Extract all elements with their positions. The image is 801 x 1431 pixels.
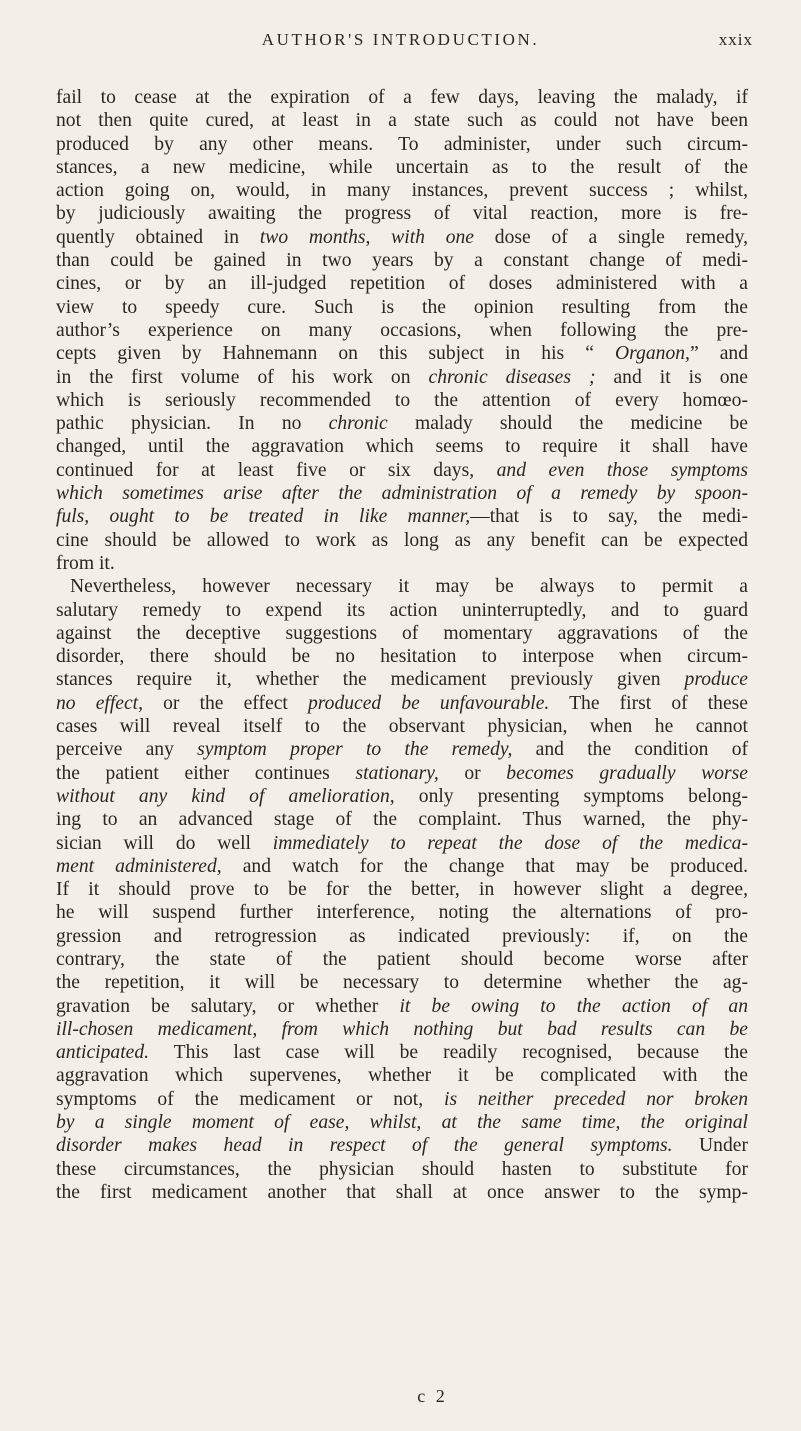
text-line: [56, 1111, 748, 1134]
text-line: [56, 435, 748, 458]
text-line: [56, 855, 748, 878]
text-line: [56, 738, 748, 761]
text-run: which is seriously recommended to the attention of every homœo-: [56, 389, 748, 411]
text-run: aggravation which supervenes, whether it be complicated with the: [56, 1065, 748, 1087]
text-line: [56, 86, 748, 109]
text-run: these circumstances, the physician should hasten to substitute for: [56, 1158, 748, 1180]
text-run: disorder, there should be no hesitation to interpose when circum-: [56, 646, 748, 668]
text-run: This last case will be readily recognised, because the: [149, 1042, 748, 1064]
text-run: perceive any: [56, 739, 198, 761]
text-line: [56, 832, 748, 855]
text-run: he will suspend further interference, noting the alternations of pro-: [56, 902, 748, 924]
text-line: [56, 1181, 748, 1204]
text-line: [56, 878, 748, 901]
text-run: salutary remedy to expend its action uninterruptedly, and to guard: [56, 599, 748, 621]
text-run: fail to cease at the expiration of a few days, leaving the malady, if: [56, 87, 748, 108]
text-line: [56, 156, 748, 179]
text-line: [56, 1088, 748, 1111]
text-line: [56, 668, 748, 691]
text-line: [56, 202, 748, 225]
text-run: by judiciously awaiting the progress of vital reaction, more is fre-: [56, 203, 748, 225]
text-run: ” and: [689, 343, 748, 365]
text-run: cepts given by Hahnemann on this subject in his “: [56, 343, 615, 365]
text-run: —that is to say, the medi-: [470, 506, 748, 528]
text-line: [56, 366, 748, 389]
text-run: The first of these: [549, 692, 749, 714]
italic-text: ill-chosen medicament, from which nothing but bad results can be: [56, 1018, 748, 1040]
text-run: stances, a new medicine, while uncertain as to the result of the: [56, 156, 748, 178]
text-line: [56, 971, 748, 994]
italic-text: chronic diseases ;: [428, 366, 596, 388]
text-run: continued for at least five or six days,: [56, 459, 497, 481]
text-line: [56, 552, 748, 575]
text-run: and watch for the change that may be produced.: [221, 855, 748, 877]
text-run: against the deceptive suggestions of momentary aggravations of the: [56, 622, 748, 644]
text-run: changed, until the aggravation which seems to require it shall have: [56, 436, 748, 458]
text-run: and it is one: [595, 366, 748, 388]
page-number: xxix: [718, 30, 753, 49]
text-line: [56, 1134, 748, 1157]
text-line: [56, 319, 748, 342]
text-line: [56, 995, 748, 1018]
text-line: [56, 785, 748, 808]
text-run: gravation be salutary, or whether: [56, 995, 400, 1017]
italic-text: two months, with one: [259, 226, 474, 248]
text-run: If it should prove to be for the better, in however slight a degree,: [56, 879, 748, 901]
page-header: [0, 30, 801, 60]
text-run: and the condition of: [512, 739, 749, 761]
italic-text: produced be unfavourable.: [307, 692, 550, 714]
text-run: view to speedy cure. Such is the opinion resulting from the: [56, 296, 748, 318]
text-line: [56, 948, 748, 971]
text-line: [56, 692, 748, 715]
text-run: stances require it, whether the medicament previously given: [56, 669, 685, 691]
italic-text: anticipated.: [56, 1042, 150, 1064]
italic-text: produce: [684, 669, 748, 691]
text-line: [56, 482, 748, 505]
text-run: Under: [672, 1135, 748, 1157]
italic-text: symptom proper to the remedy,: [197, 739, 513, 761]
text-line: [56, 459, 748, 482]
text-line: [56, 901, 748, 924]
text-line: [56, 599, 748, 622]
text-run: than could be gained in two years by a constant change of medi-: [56, 250, 748, 272]
text-line: [56, 412, 748, 435]
text-run: malady should the medicine be: [387, 413, 748, 435]
text-line: [56, 342, 748, 365]
text-run: ing to an advanced stage of the complaint. Thus warned, the phy-: [56, 809, 748, 831]
text-line: [56, 226, 748, 249]
text-run: quently obtained in: [56, 226, 260, 248]
running-title: AUTHOR'S INTRODUCTION.: [261, 30, 540, 49]
italic-text: chronic: [328, 413, 388, 435]
text-run: symptoms of the medicament or not,: [56, 1088, 444, 1110]
text-line: [56, 1158, 748, 1181]
text-run: author’s experience on many occasions, when following the pre-: [56, 319, 748, 341]
text-line: [56, 179, 748, 202]
text-run: cases will reveal itself to the observant physician, when he cannot: [56, 716, 748, 738]
text-line: [56, 529, 748, 552]
text-line: [56, 808, 748, 831]
text-run: from it.: [56, 552, 115, 574]
text-line: [56, 762, 748, 785]
italic-text: by a single moment of ease, whilst, at the same time, the original: [56, 1112, 748, 1134]
italic-text: and even those symptoms: [496, 459, 748, 481]
text-run: not then quite cured, at least in a state such as could not have been: [56, 110, 748, 132]
italic-text: without any kind of amelioration,: [56, 785, 395, 807]
text-run: produced by any other means. To administer, under such circum-: [56, 133, 748, 155]
text-line: [56, 645, 748, 668]
italic-text: becomes gradually worse: [506, 762, 749, 784]
text-line: [56, 249, 748, 272]
italic-text: fuls, ought to be treated in like manner,: [56, 506, 471, 528]
italic-text: no effect,: [56, 692, 144, 714]
text-run: Nevertheless, however necessary it may be always to permit a: [70, 576, 748, 598]
text-line: [56, 505, 748, 528]
text-line: [56, 296, 748, 319]
text-run: action going on, would, in many instances, prevent success ; whilst,: [56, 180, 748, 202]
text-run: the first medicament another that shall at once answer to the symp-: [56, 1181, 748, 1203]
text-line: [56, 575, 748, 598]
italic-text: immediately to repeat the dose of the medica-: [272, 832, 748, 854]
text-run: sician will do well: [56, 832, 273, 854]
text-line: [56, 1064, 748, 1087]
text-run: cines, or by an ill-judged repetition of doses administered with a: [56, 273, 748, 295]
italic-text: stationary,: [355, 762, 439, 784]
italic-text: ment administered,: [56, 855, 222, 877]
text-run: in the first volume of his work on: [56, 366, 429, 388]
text-line: [56, 109, 748, 132]
text-run: the repetition, it will be necessary to determine whether the ag-: [56, 972, 748, 994]
text-run: contrary, the state of the patient should become worse after: [56, 948, 748, 970]
body-text: [56, 86, 748, 1204]
text-line: [56, 622, 748, 645]
signature-mark: c 2: [417, 1386, 448, 1406]
text-line: [56, 133, 748, 156]
text-run: the patient either continues: [56, 762, 356, 784]
text-line: [56, 715, 748, 738]
italic-text: disorder makes head in respect of the general symptoms.: [56, 1135, 673, 1157]
text-line: [56, 925, 748, 948]
text-run: gression and retrogression as indicated previously: if, on the: [56, 925, 748, 947]
italic-text: which sometimes arise after the administration of a remedy by spoon-: [56, 483, 748, 505]
text-line: [56, 272, 748, 295]
text-line: [56, 1018, 748, 1041]
italic-text: is neither preceded nor broken: [444, 1088, 748, 1110]
text-run: or the effect: [143, 692, 308, 714]
italic-text: Organon,: [615, 343, 690, 365]
text-run: dose of a single remedy,: [474, 226, 748, 248]
text-run: pathic physician. In no: [56, 413, 329, 435]
text-run: or: [438, 762, 507, 784]
text-line: [56, 1041, 748, 1064]
text-line: [56, 389, 748, 412]
text-run: only presenting symptoms belong-: [394, 785, 748, 807]
italic-text: it be owing to the action of an: [399, 995, 748, 1017]
text-run: cine should be allowed to work as long as any benefit can be expected: [56, 529, 748, 551]
